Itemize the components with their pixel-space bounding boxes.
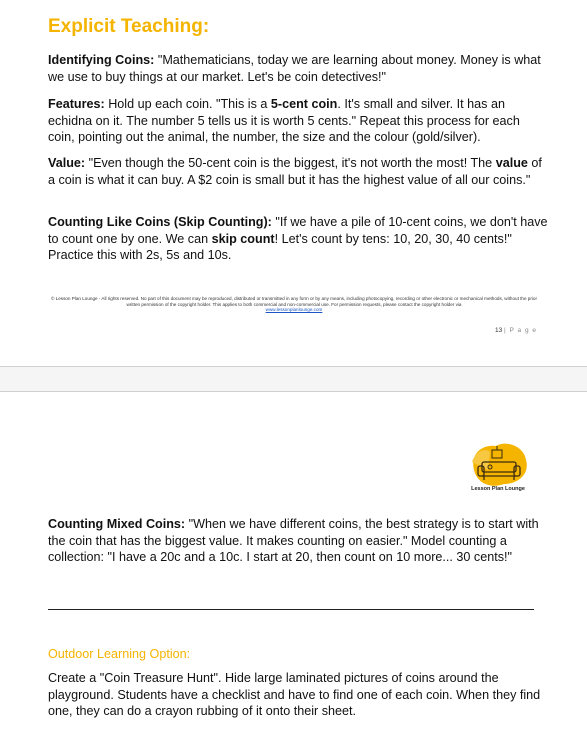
section-divider bbox=[48, 609, 534, 610]
paragraph-text: . It's small and silver. It has an echidna on it. The number 5 tells us it is worth 5 cents." Repeat this process for each coin, pointing out the animal, the number, the size and the colour (gold/silver). bbox=[48, 97, 520, 144]
paragraph-text: of a coin is what it can buy. A $2 coin is small but it has the highest value of all our coins." bbox=[48, 156, 542, 187]
paragraph-skip-counting bbox=[48, 214, 548, 264]
page-13 bbox=[0, 0, 587, 366]
paragraph-text: "Even though the 50-cent coin is the biggest, it's not worth the most! The bbox=[85, 156, 496, 170]
section-subtitle: Outdoor Learning Option: bbox=[48, 647, 191, 661]
paragraph-mixed-coins bbox=[48, 516, 548, 566]
page-word: | P a g e bbox=[504, 327, 537, 334]
sofa-logo-icon bbox=[466, 440, 530, 490]
paragraph-text: ! Let's count by tens: 10, 20, 30, 40 cents!" Practice this with 2s, 5s and 10s. bbox=[48, 231, 512, 262]
section-title: Explicit Teaching: bbox=[48, 16, 210, 37]
emphasis-text: skip count bbox=[211, 231, 275, 246]
paragraph-value bbox=[48, 155, 548, 188]
paragraph-text: "Mathematicians, today we are learning about money. Money is what we use to buy things at our market. Let's be coin detectives!" bbox=[48, 53, 541, 84]
emphasis-text: 5-cent coin bbox=[270, 97, 338, 111]
copyright-text: © Lesson Plan Lounge - All rights reserved. No part of this document may be reproduced, distributed or transmitted in any form or by any means, including photocopying, recording or other electronic or mechanical methods, without the prior written permission of the copyright holder. This applies to both commercial and non-commercial use. For permission requests, please contact the copyright holder via bbox=[51, 296, 537, 307]
page-number bbox=[495, 327, 537, 334]
page-separator bbox=[0, 366, 587, 392]
paragraph-text: "When we have different coins, the best strategy is to start with the coin that has the biggest value. It makes counting on easier." Model counting a collection: "I have a 20c and a 10c. I start at 20, then count on 10 more... 30 cents!" bbox=[48, 517, 539, 564]
page-14 bbox=[0, 392, 587, 734]
paragraph-label: Value: bbox=[48, 156, 86, 170]
logo-label: Lesson Plan Lounge bbox=[471, 486, 525, 492]
paragraph-label: Identifying Coins: bbox=[48, 53, 155, 67]
paragraph-label: Counting Mixed Coins: bbox=[48, 517, 186, 531]
emphasis-text: value bbox=[495, 156, 528, 170]
paragraph-features bbox=[48, 96, 548, 146]
paragraph-text: "If we have a pile of 10-cent coins, we don't have to count one by one. We can bbox=[48, 215, 548, 246]
copyright-footer bbox=[48, 296, 540, 313]
paragraph-outdoor-option bbox=[48, 670, 548, 720]
page-number-value: 13 bbox=[494, 327, 503, 334]
paragraph-label: Features: bbox=[48, 97, 105, 111]
website-link[interactable]: www.lessonplanlounge.com bbox=[265, 307, 323, 313]
paragraph-label: Counting Like Coins (Skip Counting): bbox=[48, 215, 272, 229]
paragraph-text: Create a "Coin Treasure Hunt". Hide large laminated pictures of coins around the playground. Students have a checklist and have to find one of each coin. When they find one, they can do a crayon rubbing of it onto their sheet. bbox=[48, 671, 541, 718]
paragraph-text: Hold up each coin. "This is a bbox=[104, 97, 271, 111]
paragraph-identifying-coins bbox=[48, 52, 548, 85]
